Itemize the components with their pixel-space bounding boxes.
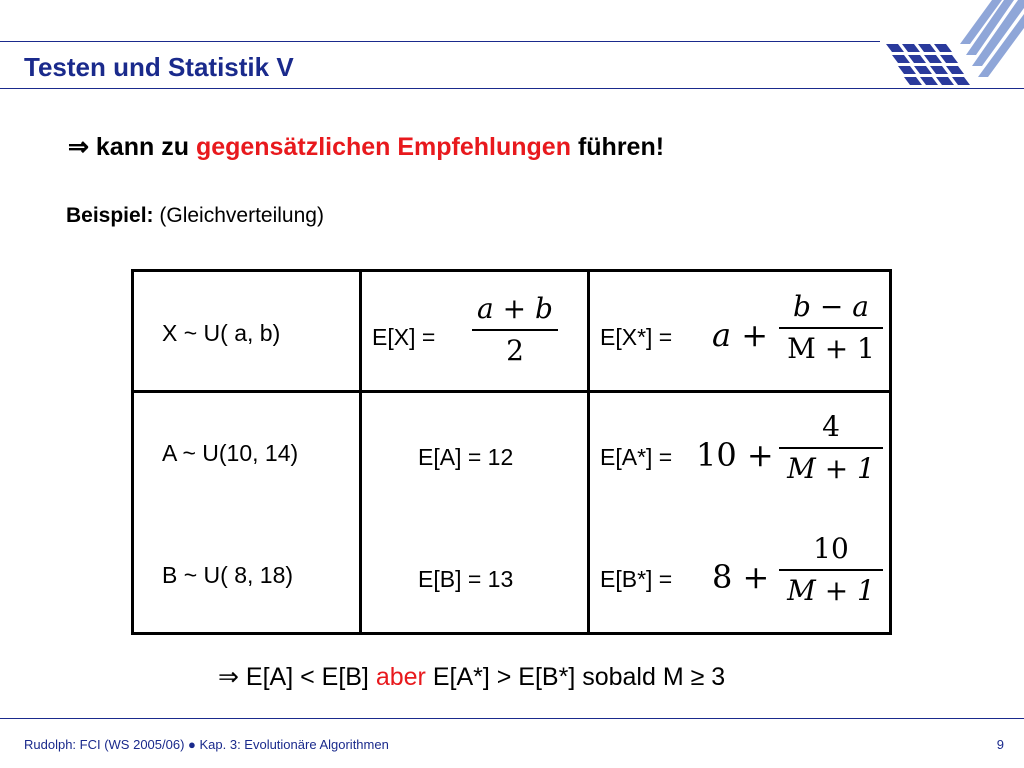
expect-x-den: 2 (506, 334, 524, 367)
opt-b-label: E[B*] = (600, 566, 673, 592)
opt-x-prefix: a + (712, 316, 769, 354)
expect-x-num: a + b (477, 292, 553, 325)
headline-pre: kann zu (95, 133, 189, 161)
example-text: (Gleichverteilung) (159, 204, 324, 227)
expect-b: E[B] = 13 (418, 566, 514, 592)
conclusion-arrow: ⇒ (218, 663, 239, 691)
headline (68, 132, 664, 162)
opt-a-prefix: 10 + (696, 436, 774, 474)
conclusion-part2: E[A*] > E[B*] sobald M ≥ 3 (432, 663, 726, 691)
page-title: Testen und Statistik V (24, 52, 294, 82)
opt-x-fraction (779, 290, 883, 366)
implies-arrow: ⇒ (68, 133, 89, 161)
distribution-table (131, 269, 892, 635)
footer-text: Rudolph: FCI (WS 2005/06) ● Kap. 3: Evolutionäre Algorithmen (24, 737, 389, 752)
example-label: Beispiel: (66, 204, 154, 227)
opt-a-den: M + 1 (787, 452, 875, 485)
conclusion (218, 662, 725, 692)
table-row-divider (134, 390, 889, 393)
opt-b-num: 10 (813, 532, 849, 565)
dist-a: A ~ U(10, 14) (162, 440, 299, 466)
opt-b-den: M + 1 (787, 574, 875, 607)
table-divider-2 (587, 272, 590, 632)
dist-x: X ~ U( a, b) (162, 320, 281, 346)
opt-x-num: b − a (793, 290, 869, 323)
headline-post: führen! (577, 133, 665, 161)
example-line (66, 204, 324, 228)
header-top-line (0, 41, 880, 42)
opt-x-label: E[X*] = (600, 324, 673, 350)
page-number: 9 (996, 737, 1004, 752)
headline-highlight: gegensätzlichen Empfehlungen (195, 133, 571, 161)
opt-b-fraction (779, 532, 883, 608)
conclusion-part1: E[A] < E[B] (245, 663, 369, 691)
dist-b: B ~ U( 8, 18) (162, 562, 294, 588)
footer-line (0, 718, 1024, 719)
table-divider-1 (359, 272, 362, 632)
conclusion-highlight: aber (375, 663, 426, 691)
university-logo (878, 0, 1024, 90)
opt-b-prefix: 8 + (712, 558, 770, 596)
opt-x-den: M + 1 (787, 332, 875, 365)
opt-a-fraction (779, 410, 883, 486)
expect-x-fraction (472, 292, 558, 368)
header-bottom-line (0, 88, 1024, 89)
expect-x-label: E[X] = (372, 324, 436, 350)
expect-a: E[A] = 12 (418, 444, 514, 470)
opt-a-num: 4 (822, 410, 840, 443)
opt-a-label: E[A*] = (600, 444, 673, 470)
